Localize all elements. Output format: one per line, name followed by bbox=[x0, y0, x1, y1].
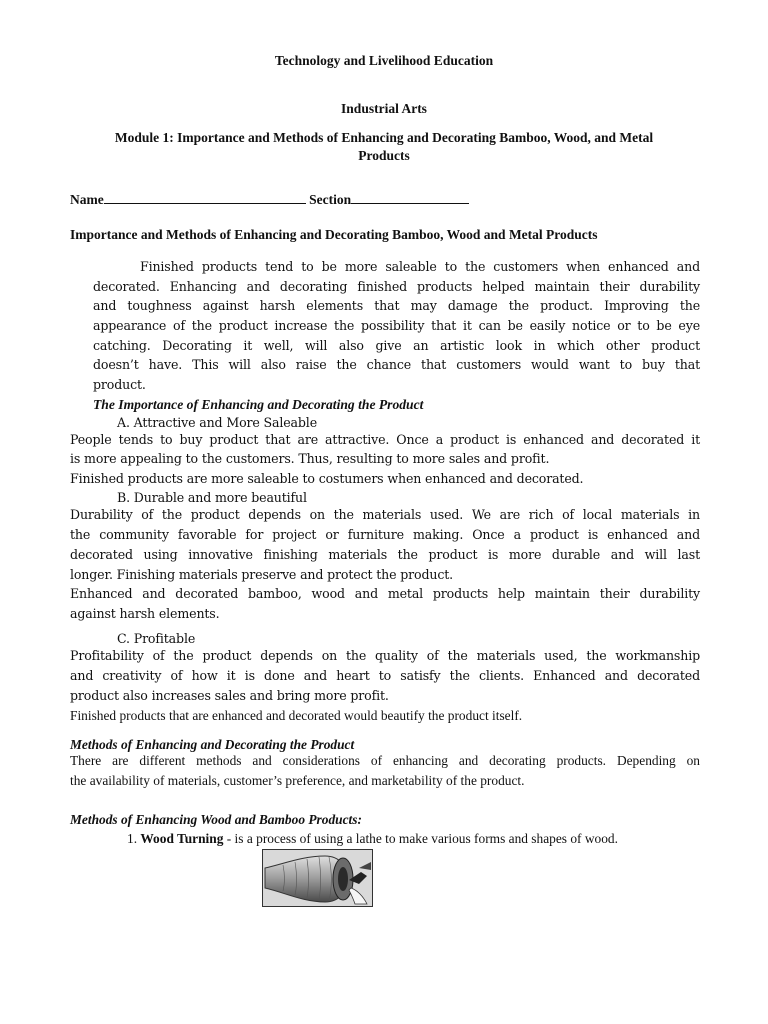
item-a-line: People tends to buy product that are attractive. Once a product is enhanced and decorated it bbox=[70, 432, 700, 447]
intro-line: decorated. Enhancing and decorating finished products helped maintain their durability bbox=[93, 279, 700, 294]
intro-line: doesn’t have. This will also raise the chance that customers would want to buy that bbox=[93, 357, 700, 372]
module-title-line1: Module 1: Importance and Methods of Enhancing and Decorating Bamboo, Wood, and Metal bbox=[114, 130, 654, 145]
intro-line: and toughness against harsh elements that may damage the product. Improving the bbox=[93, 298, 700, 313]
wood-turning-lathe-illustration-icon bbox=[263, 850, 372, 906]
wood-heading: Methods of Enhancing Wood and Bamboo Products: bbox=[70, 812, 362, 827]
section-blank[interactable] bbox=[351, 192, 469, 204]
methods-heading: Methods of Enhancing and Decorating the Product bbox=[70, 737, 355, 752]
section-label: Section bbox=[309, 192, 352, 207]
item-c-extra: Finished products that are enhanced and decorated would beautify the product itself. bbox=[70, 708, 523, 723]
methods-line: the availability of materials, customer’s preference, and marketability of the product. bbox=[70, 773, 525, 788]
name-blank[interactable] bbox=[104, 192, 306, 204]
importance-heading: The Importance of Enhancing and Decorating the Product bbox=[93, 397, 424, 412]
name-section-row bbox=[70, 191, 469, 208]
wood-item-term: Wood Turning bbox=[140, 831, 224, 846]
item-c-line: Profitability of the product depends on the quality of the materials used, the workmanship bbox=[70, 648, 700, 663]
item-c-line: product also increases sales and bring more profit. bbox=[70, 688, 389, 703]
course-title: Industrial Arts bbox=[341, 101, 427, 116]
intro-line: catching. Decorating it well, will also give an artistic look in which other product bbox=[93, 338, 700, 353]
item-a-line: is more appealing to the customers. Thus, resulting to more sales and profit. bbox=[70, 451, 550, 466]
item-b-line: decorated using innovative finishing materials the product is more durable and will last bbox=[70, 547, 700, 562]
item-b-line: the community favorable for project or furniture making. Once a product is enhanced and bbox=[70, 527, 700, 542]
intro-line: appearance of the product increase the possibility that it can be easily notice or to be eye bbox=[93, 318, 700, 333]
wood-item-1 bbox=[127, 831, 618, 847]
item-b-line: against harsh elements. bbox=[70, 606, 220, 621]
item-b-line: Enhanced and decorated bamboo, wood and metal products help maintain their durability bbox=[70, 586, 700, 601]
item-c-line: and creativity of how it is done and heart to satisfy the clients. Enhanced and decorated bbox=[70, 668, 700, 683]
item-b-label: B. Durable and more beautiful bbox=[117, 490, 307, 505]
methods-line: There are different methods and considerations of enhancing and decorating products. Depending on bbox=[70, 753, 700, 768]
subject-title: Technology and Livelihood Education bbox=[274, 53, 494, 68]
item-b-line: longer. Finishing materials preserve and protect the product. bbox=[70, 567, 454, 582]
section-title: Importance and Methods of Enhancing and Decorating Bamboo, Wood and Metal Products bbox=[70, 227, 598, 242]
wood-turning-image bbox=[262, 849, 373, 907]
wood-item-number: 1. bbox=[127, 831, 138, 846]
item-a-line: Finished products are more saleable to costumers when enhanced and decorated. bbox=[70, 471, 584, 486]
module-title-line2: Products bbox=[358, 148, 410, 163]
wood-item-definition: - is a process of using a lathe to make various forms and shapes of wood. bbox=[223, 831, 618, 846]
name-label: Name bbox=[70, 192, 104, 207]
item-c-label: C. Profitable bbox=[117, 631, 196, 646]
item-a-label: A. Attractive and More Saleable bbox=[117, 415, 317, 430]
intro-line: Finished products tend to be more saleable to the customers when enhanced and bbox=[140, 259, 700, 274]
intro-line: product. bbox=[93, 377, 146, 392]
item-b-line: Durability of the product depends on the materials used. We are rich of local materials in bbox=[70, 507, 700, 522]
